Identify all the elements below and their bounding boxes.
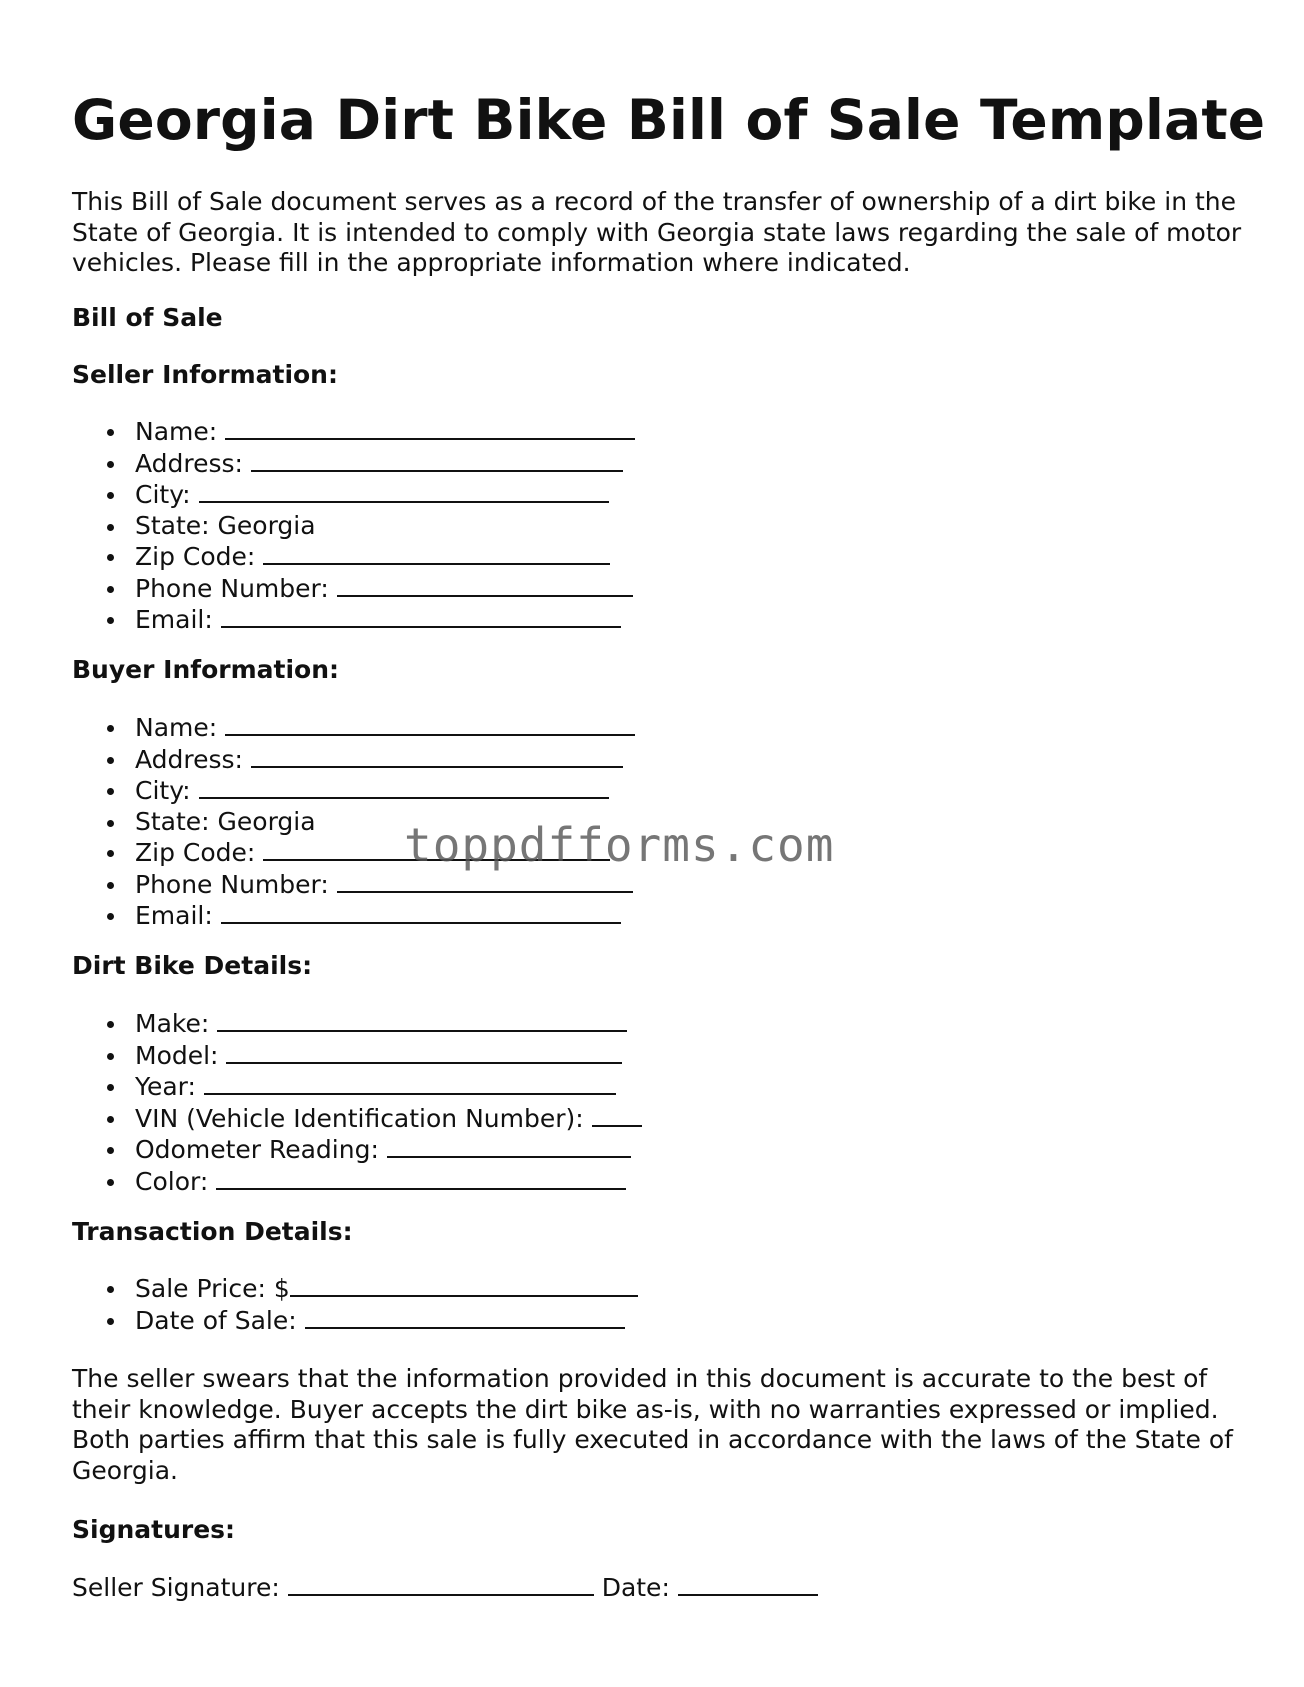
buyer-email-field[interactable]: [221, 900, 621, 924]
bike-color-item[interactable]: Color:: [135, 1166, 642, 1198]
seller-email-field[interactable]: [221, 604, 621, 628]
buyer-zip-item[interactable]: Zip Code:: [135, 837, 635, 869]
seller-phone-field[interactable]: [337, 573, 633, 597]
bike-year-field[interactable]: [204, 1071, 616, 1095]
bike-vin-field[interactable]: [592, 1103, 642, 1127]
signature-date-field[interactable]: [678, 1572, 818, 1596]
watermark-text: toppdfforms.com: [404, 818, 835, 872]
bike-model-field[interactable]: [226, 1040, 622, 1064]
transaction-list: [72, 1273, 638, 1336]
seller-city-field[interactable]: [199, 479, 609, 503]
seller-list: [72, 416, 635, 636]
seller-zip-field[interactable]: [263, 541, 610, 565]
seller-zip-item[interactable]: Zip Code:: [135, 541, 635, 573]
intro-paragraph: This Bill of Sale document serves as a record of the transfer of ownership of a dirt bike in the State of Georgia. It is intended to comply with Georgia state laws regarding the sale of motor vehicles. Please fill in the appropriate information where indicated.: [72, 187, 1242, 277]
buyer-name-item[interactable]: Name:: [135, 712, 635, 744]
sale-price-field[interactable]: [290, 1273, 638, 1297]
closing-paragraph: The seller swears that the information provided in this document is accurate to the best of their knowledge. Buyer accepts the dirt bike as-is, with no warranties expressed or implied. Both parties affirm that this sale is fully executed in accordance with the laws of the State of Georgia.: [72, 1364, 1233, 1485]
seller-name-field[interactable]: [225, 416, 635, 440]
seller-address-field[interactable]: [251, 448, 623, 472]
sale-date-field[interactable]: [305, 1305, 625, 1329]
bike-list: [72, 1008, 642, 1197]
seller-email-item[interactable]: Email:: [135, 604, 635, 636]
bike-odometer-item[interactable]: Odometer Reading:: [135, 1134, 642, 1166]
bike-model-item[interactable]: Model:: [135, 1040, 642, 1072]
buyer-phone-item[interactable]: Phone Number:: [135, 869, 635, 901]
signatures-heading: Signatures:: [72, 1515, 236, 1544]
buyer-name-field[interactable]: [225, 712, 635, 736]
buyer-city-item[interactable]: City:: [135, 775, 635, 807]
signature-date-label: Date:: [601, 1573, 670, 1602]
bike-make-item[interactable]: Make:: [135, 1008, 642, 1040]
signature-line: [72, 1572, 818, 1602]
bill-of-sale-heading: Bill of Sale: [72, 303, 223, 332]
bike-heading: Dirt Bike Details:: [72, 951, 313, 980]
seller-name-item[interactable]: Name:: [135, 416, 635, 448]
buyer-city-field[interactable]: [199, 775, 609, 799]
buyer-state-item: State: Georgia: [135, 807, 635, 838]
buyer-email-item[interactable]: Email:: [135, 900, 635, 932]
bike-year-item[interactable]: Year:: [135, 1071, 642, 1103]
seller-signature-field[interactable]: [288, 1572, 594, 1596]
buyer-address-field[interactable]: [251, 744, 623, 768]
seller-city-item[interactable]: City:: [135, 479, 635, 511]
sale-price-item[interactable]: Sale Price: $: [135, 1273, 638, 1305]
buyer-address-item[interactable]: Address:: [135, 744, 635, 776]
bike-odometer-field[interactable]: [387, 1134, 631, 1158]
transaction-heading: Transaction Details:: [72, 1217, 353, 1246]
seller-state-item: State: Georgia: [135, 511, 635, 542]
document-title: Georgia Dirt Bike Bill of Sale Template: [72, 88, 1266, 152]
buyer-heading: Buyer Information:: [72, 655, 340, 684]
bike-vin-item[interactable]: VIN (Vehicle Identification Number):: [135, 1103, 642, 1135]
seller-address-item[interactable]: Address:: [135, 448, 635, 480]
seller-signature-label: Seller Signature:: [72, 1573, 280, 1602]
buyer-phone-field[interactable]: [337, 869, 633, 893]
bike-make-field[interactable]: [217, 1008, 627, 1032]
seller-phone-item[interactable]: Phone Number:: [135, 573, 635, 605]
bike-color-field[interactable]: [216, 1166, 626, 1190]
seller-heading: Seller Information:: [72, 360, 338, 389]
sale-date-item[interactable]: Date of Sale:: [135, 1305, 638, 1337]
